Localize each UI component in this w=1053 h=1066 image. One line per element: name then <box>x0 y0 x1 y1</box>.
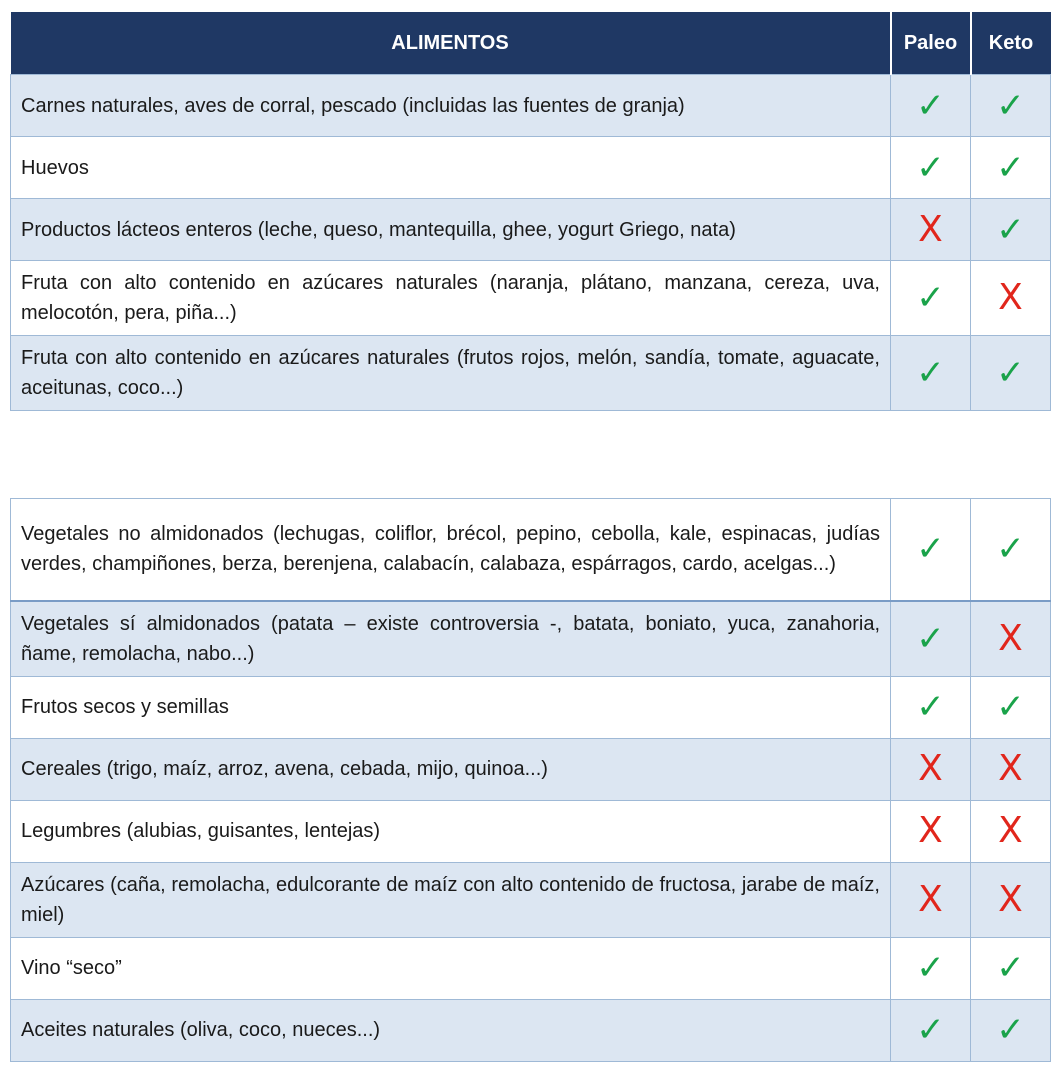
food-cell: Azúcares (caña, remolacha, edulcorante de maíz con alto contenido de fructosa, jarabe de maíz, miel) <box>11 862 891 937</box>
table-row <box>11 800 1051 862</box>
header-alimentos: ALIMENTOS <box>11 12 891 75</box>
paleo-check-icon: ✓ <box>891 75 971 137</box>
header-paleo: Paleo <box>891 12 971 75</box>
paleo-check-icon: ✓ <box>891 137 971 199</box>
keto-check-icon: ✓ <box>971 676 1051 738</box>
header-keto: Keto <box>971 12 1051 75</box>
table-row <box>11 862 1051 937</box>
paleo-check-icon: ✓ <box>891 999 971 1061</box>
table-row <box>11 199 1051 261</box>
keto-check-icon: ✓ <box>971 137 1051 199</box>
table-row <box>11 499 1051 601</box>
food-cell: Fruta con alto contenido en azúcares naturales (naranja, plátano, manzana, cereza, uva, melocotón, pera, piña...) <box>11 261 891 336</box>
food-cell: Legumbres (alubias, guisantes, lentejas) <box>11 800 891 862</box>
paleo-check-icon: ✓ <box>891 261 971 336</box>
keto-cross-icon: X <box>971 261 1051 336</box>
keto-check-icon: ✓ <box>971 336 1051 411</box>
paleo-cross-icon: X <box>891 862 971 937</box>
keto-cross-icon: X <box>971 862 1051 937</box>
food-cell: Cereales (trigo, maíz, arroz, avena, cebada, mijo, quinoa...) <box>11 738 891 800</box>
table-row <box>11 601 1051 677</box>
paleo-cross-icon: X <box>891 199 971 261</box>
food-cell: Vino “seco” <box>11 937 891 999</box>
table-row <box>11 937 1051 999</box>
table-row <box>11 137 1051 199</box>
keto-check-icon: ✓ <box>971 199 1051 261</box>
paleo-check-icon: ✓ <box>891 937 971 999</box>
header-row <box>11 12 1051 75</box>
table-row <box>11 75 1051 137</box>
keto-check-icon: ✓ <box>971 499 1051 601</box>
diet-comparison-table-top <box>10 12 1051 411</box>
paleo-check-icon: ✓ <box>891 601 971 677</box>
keto-cross-icon: X <box>971 601 1051 677</box>
table-row <box>11 336 1051 411</box>
keto-check-icon: ✓ <box>971 999 1051 1061</box>
food-cell: Huevos <box>11 137 891 199</box>
food-cell: Aceites naturales (oliva, coco, nueces...) <box>11 999 891 1061</box>
keto-cross-icon: X <box>971 800 1051 862</box>
paleo-check-icon: ✓ <box>891 336 971 411</box>
keto-cross-icon: X <box>971 738 1051 800</box>
paleo-check-icon: ✓ <box>891 676 971 738</box>
food-cell: Vegetales sí almidonados (patata – existe controversia -, batata, boniato, yuca, zanahoria, ñame, remolacha, nabo...) <box>11 601 891 677</box>
paleo-check-icon: ✓ <box>891 499 971 601</box>
table-row <box>11 676 1051 738</box>
food-cell: Productos lácteos enteros (leche, queso, mantequilla, ghee, yogurt Griego, nata) <box>11 199 891 261</box>
paleo-cross-icon: X <box>891 738 971 800</box>
table-row <box>11 261 1051 336</box>
table-row <box>11 999 1051 1061</box>
diet-comparison-table-bottom <box>10 498 1051 1062</box>
food-cell: Vegetales no almidonados (lechugas, coliflor, brécol, pepino, cebolla, kale, espinacas, judías verdes, champiñones, berza, berenjena, calabacín, calabaza, espárragos, cardo, acelgas...) <box>11 499 891 601</box>
food-cell: Carnes naturales, aves de corral, pescado (incluidas las fuentes de granja) <box>11 75 891 137</box>
food-cell: Fruta con alto contenido en azúcares naturales (frutos rojos, melón, sandía, tomate, aguacate, aceitunas, coco...) <box>11 336 891 411</box>
food-cell: Frutos secos y semillas <box>11 676 891 738</box>
keto-check-icon: ✓ <box>971 75 1051 137</box>
table-row <box>11 738 1051 800</box>
keto-check-icon: ✓ <box>971 937 1051 999</box>
paleo-cross-icon: X <box>891 800 971 862</box>
